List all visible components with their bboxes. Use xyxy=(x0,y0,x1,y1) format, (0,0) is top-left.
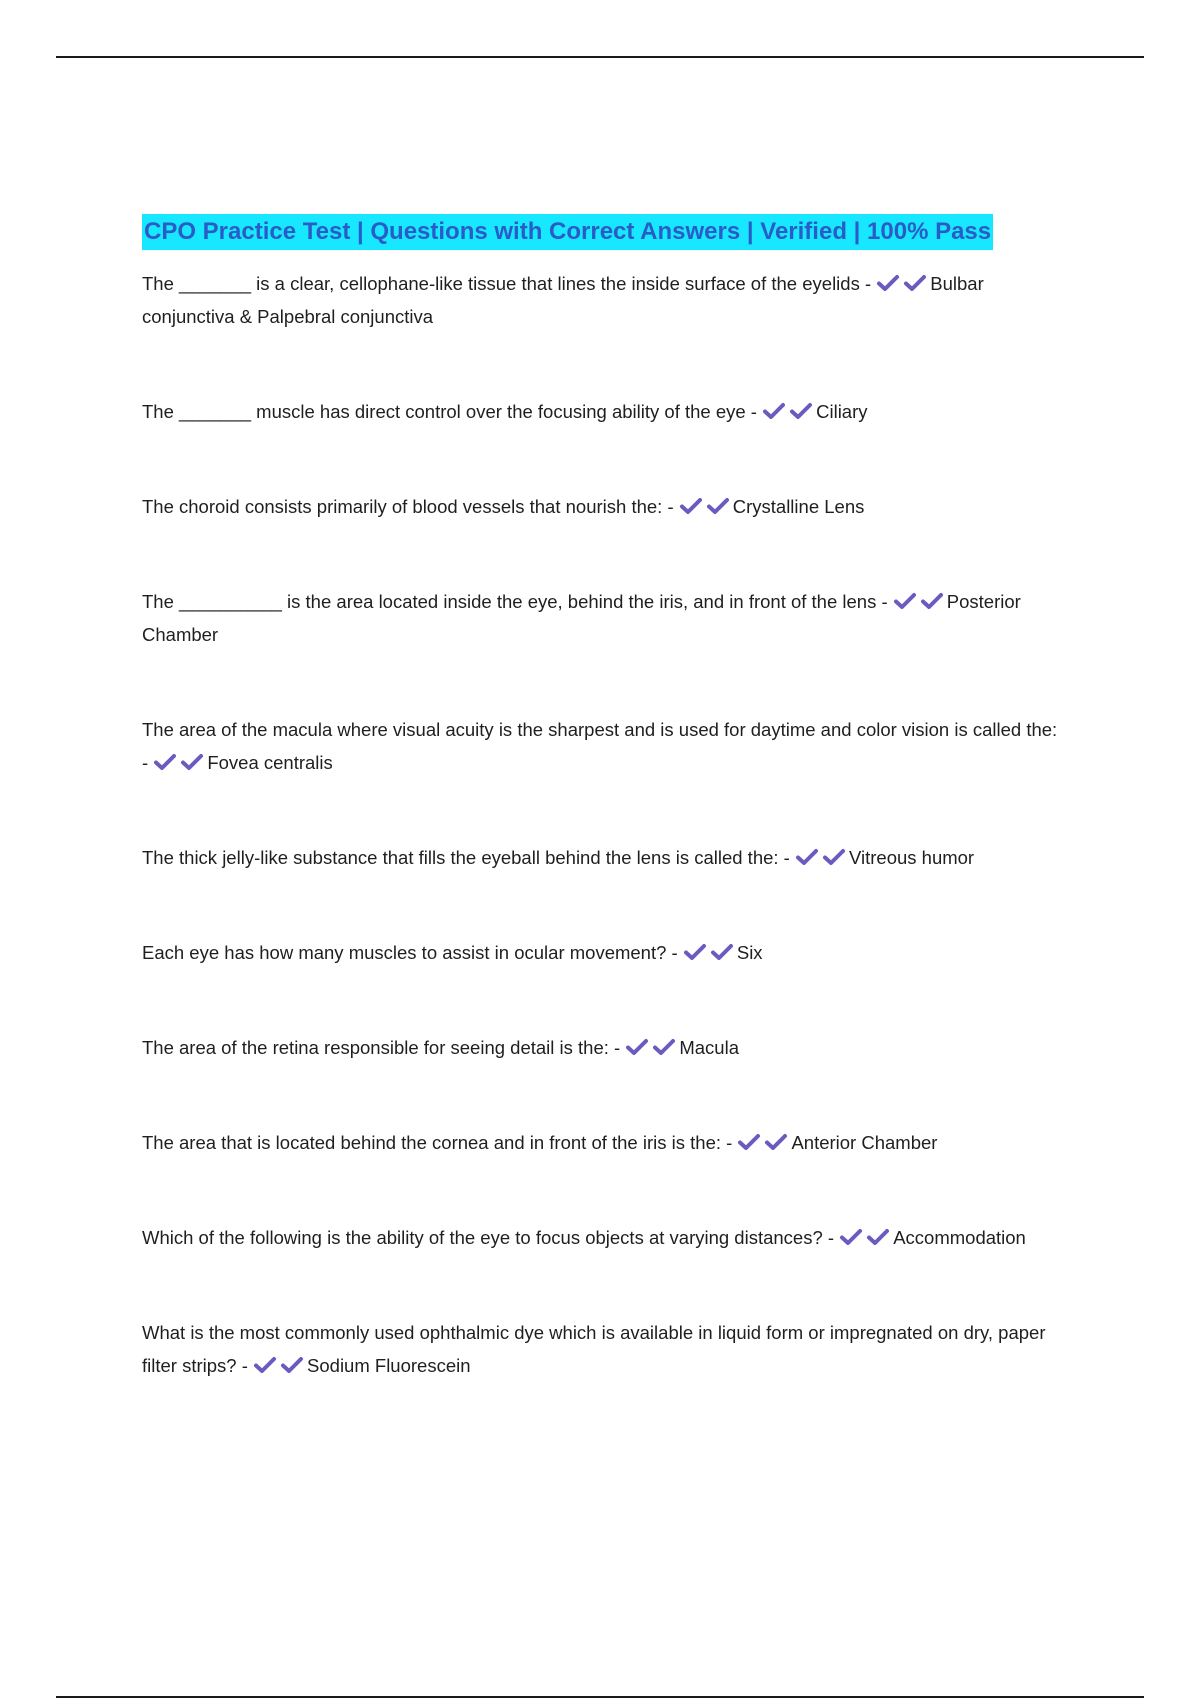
check-icon xyxy=(679,496,703,516)
question-answer-item xyxy=(142,1031,1062,1064)
question-answer-item xyxy=(142,267,1062,333)
answer-text: Anterior Chamber xyxy=(791,1132,938,1153)
question-text: The __________ is the area located inside the eye, behind the iris, and in front of the lens - xyxy=(142,591,888,612)
check-icon xyxy=(280,1355,304,1375)
answer-marker xyxy=(893,591,947,612)
answer-text: Sodium Fluorescein xyxy=(307,1355,471,1376)
answer-marker xyxy=(679,496,733,517)
answer-marker xyxy=(839,1227,893,1248)
question-answer-item xyxy=(142,841,1062,874)
document-body xyxy=(142,214,1062,1382)
check-icon xyxy=(710,942,734,962)
question-answer-item xyxy=(142,1126,1062,1159)
question-text: Which of the following is the ability of the eye to focus objects at varying distances? - xyxy=(142,1227,835,1248)
question-text: The area of the macula where visual acuity is the sharpest and is used for daytime and color vision is called the: - xyxy=(142,719,1058,773)
question-text: The thick jelly-like substance that fills the eyeball behind the lens is called the: - xyxy=(142,847,790,868)
check-icon xyxy=(706,496,730,516)
answer-text: Fovea centralis xyxy=(207,752,333,773)
answer-text: Crystalline Lens xyxy=(732,496,865,517)
check-icon xyxy=(893,591,917,611)
question-answer-item xyxy=(142,395,1062,428)
question-text: The area of the retina responsible for seeing detail is the: - xyxy=(142,1037,621,1058)
document-title: CPO Practice Test | Questions with Correct Answers | Verified | 100% Pass xyxy=(142,214,993,250)
question-answer-item xyxy=(142,1221,1062,1254)
answer-text: Bulbar conjunctiva & Palpebral conjunctiva xyxy=(142,273,984,327)
check-icon xyxy=(866,1227,890,1247)
answer-text: Posterior Chamber xyxy=(142,591,1021,645)
check-icon xyxy=(795,847,819,867)
answer-marker xyxy=(762,401,816,422)
answer-marker xyxy=(683,942,737,963)
question-text: The _______ muscle has direct control over the focusing ability of the eye - xyxy=(142,401,757,422)
answer-marker xyxy=(625,1037,679,1058)
top-divider xyxy=(56,56,1144,58)
check-icon xyxy=(762,401,786,421)
question-text: The _______ is a clear, cellophane-like tissue that lines the inside surface of the eyelids - xyxy=(142,273,872,294)
question-answer-item xyxy=(142,713,1062,779)
check-icon xyxy=(180,752,204,772)
question-text: The area that is located behind the cornea and in front of the iris is the: - xyxy=(142,1132,733,1153)
answer-marker xyxy=(876,273,930,294)
answer-marker xyxy=(795,847,849,868)
answer-text: Accommodation xyxy=(893,1227,1026,1248)
answer-text: Vitreous humor xyxy=(848,847,975,868)
answer-marker xyxy=(737,1132,791,1153)
check-icon xyxy=(253,1355,277,1375)
check-icon xyxy=(839,1227,863,1247)
check-icon xyxy=(737,1132,761,1152)
check-icon xyxy=(903,273,927,293)
question-answer-item xyxy=(142,585,1062,651)
question-answer-item xyxy=(142,490,1062,523)
answer-marker xyxy=(253,1355,307,1376)
question-answer-list xyxy=(142,267,1062,1382)
check-icon xyxy=(822,847,846,867)
question-answer-item xyxy=(142,1316,1062,1382)
check-icon xyxy=(153,752,177,772)
answer-marker xyxy=(153,752,207,773)
check-icon xyxy=(920,591,944,611)
question-text: The choroid consists primarily of blood vessels that nourish the: - xyxy=(142,496,674,517)
check-icon xyxy=(683,942,707,962)
bottom-divider xyxy=(56,1696,1144,1698)
check-icon xyxy=(876,273,900,293)
answer-text: Six xyxy=(736,942,763,963)
check-icon xyxy=(764,1132,788,1152)
question-text: What is the most commonly used ophthalmic dye which is available in liquid form or impregnated on dry, paper filter strips? - xyxy=(142,1322,1046,1376)
answer-text: Ciliary xyxy=(816,401,868,422)
check-icon xyxy=(789,401,813,421)
question-answer-item xyxy=(142,936,1062,969)
answer-text: Macula xyxy=(679,1037,739,1058)
question-text: Each eye has how many muscles to assist in ocular movement? - xyxy=(142,942,678,963)
check-icon xyxy=(625,1037,649,1057)
check-icon xyxy=(652,1037,676,1057)
